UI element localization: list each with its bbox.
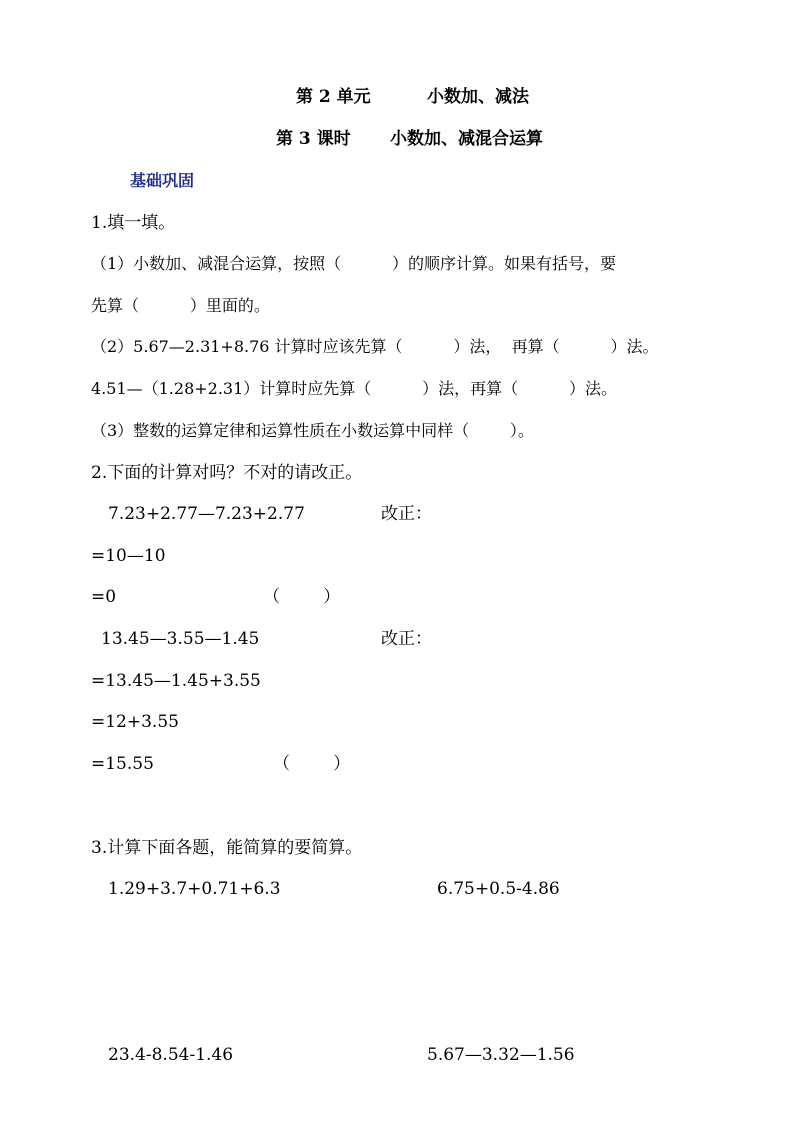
section-heading: 基础巩固 bbox=[130, 171, 195, 190]
q2-problem1-expr: 7.23+2.77—7.23+2.77 bbox=[108, 504, 305, 524]
q1-part2-line1: （2）5.67—2.31+8.76 计算时应该先算（ ）法， 再算（ ）法。 bbox=[91, 337, 659, 356]
unit-title: 小数加、减法 bbox=[427, 87, 529, 107]
unit-label: 第 2 单元 bbox=[296, 87, 371, 107]
q2-problem1-judge: （ ） bbox=[263, 587, 341, 607]
q2-problem2-expr: 13.45—3.55—1.45 bbox=[101, 629, 260, 649]
q1-part2-line2: 4.51—（1.28+2.31）计算时应先算（ ）法，再算（ ）法。 bbox=[91, 379, 618, 398]
lesson-title: 小数加、减混合运算 bbox=[390, 129, 543, 149]
q2-problem2-correction-label: 改正： bbox=[381, 629, 432, 649]
q3-expr2: 6.75+0.5-4.86 bbox=[437, 879, 560, 899]
q2-problem1-step1: =10—10 bbox=[91, 546, 166, 566]
q2-problem2-step1: =13.45—1.45+3.55 bbox=[91, 671, 261, 691]
q1-part1-line2: 先算（ ）里面的。 bbox=[91, 296, 270, 315]
q2-problem1-step2: =0 bbox=[91, 587, 117, 607]
q3-expr3: 23.4-8.54-1.46 bbox=[108, 1045, 234, 1065]
q1-part3: （3）整数的运算定律和运算性质在小数运算中同样（ ）。 bbox=[91, 421, 534, 440]
q2-title: 2.下面的计算对吗？不对的请改正。 bbox=[91, 463, 363, 483]
q1-part1-line1: （1）小数加、减混合运算，按照（ ）的顺序计算。如果有括号，要 bbox=[91, 254, 617, 273]
q3-title: 3.计算下面各题，能简算的要简算。 bbox=[91, 838, 363, 858]
q2-problem2-judge: （ ） bbox=[273, 754, 351, 774]
q3-expr4: 5.67—3.32—1.56 bbox=[427, 1045, 575, 1065]
q2-problem2-step3: =15.55 bbox=[91, 754, 154, 774]
lesson-label: 第 3 课时 bbox=[276, 129, 351, 149]
q2-problem2-step2: =12+3.55 bbox=[91, 712, 179, 732]
q3-expr1: 1.29+3.7+0.71+6.3 bbox=[108, 879, 281, 899]
q1-title: 1.填一填。 bbox=[91, 213, 176, 233]
q2-problem1-correction-label: 改正： bbox=[381, 504, 432, 524]
